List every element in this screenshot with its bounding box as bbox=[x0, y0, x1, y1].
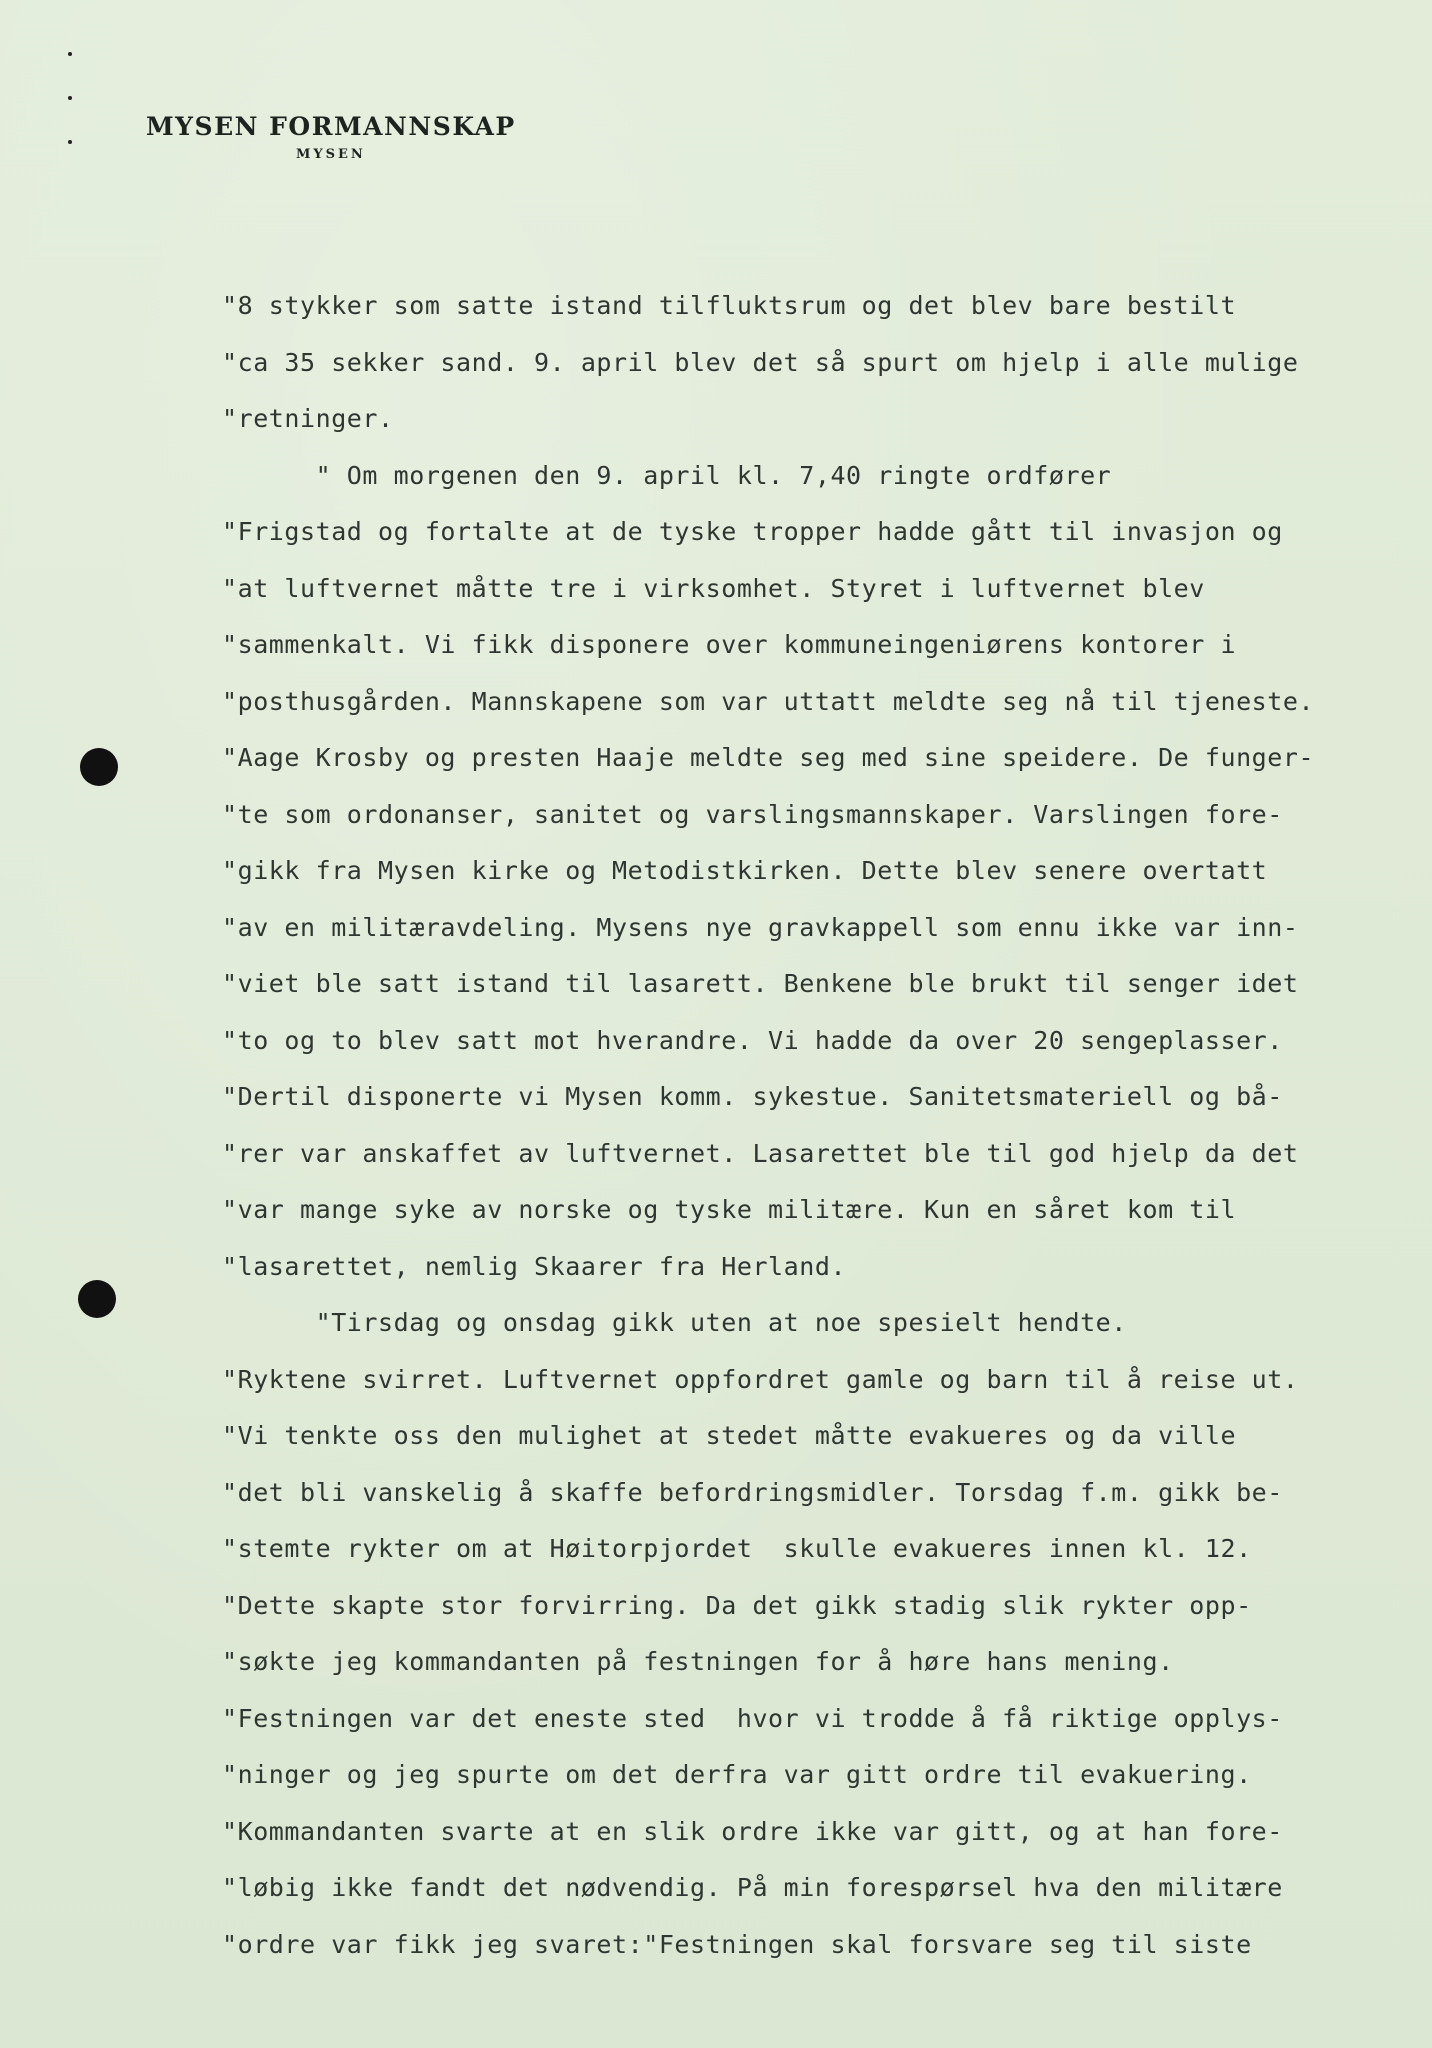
edge-mark bbox=[68, 52, 72, 56]
edge-mark bbox=[68, 140, 72, 144]
typed-body-text bbox=[222, 278, 1402, 1973]
text-line: " Om morgenen den 9. april kl. 7,40 ringte ordfører bbox=[222, 460, 1112, 490]
text-line: "søkte jeg kommandanten på festningen for å høre hans mening. bbox=[222, 1647, 1174, 1676]
letterhead-organization: MYSEN FORMANNSKAP bbox=[146, 112, 516, 141]
text-line: "Aage Krosby og presten Haaje meldte seg med sine speidere. De funger- bbox=[222, 743, 1315, 772]
punch-hole-icon bbox=[80, 748, 118, 786]
text-line: "rer var anskaffet av luftvernet. Lasarettet ble til god hjelp da det bbox=[222, 1138, 1299, 1168]
text-line: "Tirsdag og onsdag gikk uten at noe spesielt hendte. bbox=[222, 1308, 1127, 1337]
text-line: "Kommandanten svarte at en slik ordre ikke var gitt, og at han fore- bbox=[222, 1816, 1283, 1846]
text-line: "lasarettet, nemlig Skaarer fra Herland. bbox=[222, 1251, 847, 1281]
text-line: "stemte rykter om at Høitorpjordet skulle evakueres innen kl. 12. bbox=[222, 1534, 1252, 1563]
text-line: "to og to blev satt mot hverandre. Vi hadde da over 20 sengeplasser. bbox=[222, 1025, 1283, 1055]
text-line: "Frigstad og fortalte at de tyske tropper hadde gått til invasjon og bbox=[222, 517, 1283, 546]
text-line: "gikk fra Mysen kirke og Metodistkirken. Dette blev senere overtatt bbox=[222, 856, 1268, 885]
text-line: "Dette skapte stor forvirring. Da det gikk stadig slik rykter opp- bbox=[222, 1590, 1252, 1620]
text-line: "ninger og jeg spurte om det derfra var gitt ordre til evakuering. bbox=[222, 1760, 1252, 1789]
text-line: "retninger. bbox=[222, 404, 394, 433]
text-line: "sammenkalt. Vi fikk disponere over kommuneingeniørens kontorer i bbox=[222, 630, 1237, 659]
text-line: "viet ble satt istand til lasarett. Benkene ble brukt til senger idet bbox=[222, 969, 1299, 998]
text-line: "løbig ikke fandt det nødvendig. På min forespørsel hva den militære bbox=[222, 1873, 1283, 1902]
text-line: "at luftvernet måtte tre i virksomhet. Styret i luftvernet blev bbox=[222, 573, 1205, 603]
letterhead-place: MYSEN bbox=[295, 147, 366, 162]
text-line: "posthusgården. Mannskapene som var uttatt meldte seg nå til tjeneste. bbox=[222, 686, 1315, 716]
text-line: "ca 35 sekker sand. 9. april blev det så spurt om hjelp i alle mulige bbox=[222, 347, 1299, 377]
text-line: "8 stykker som satte istand tilfluktsrum og det blev bare bestilt bbox=[222, 291, 1237, 320]
letterhead bbox=[146, 112, 516, 162]
text-line: "Vi tenkte oss den mulighet at stedet måtte evakueres og da ville bbox=[222, 1421, 1237, 1450]
text-line: "Festningen var det eneste sted hvor vi trodde å få riktige opplys- bbox=[222, 1703, 1283, 1733]
text-line: "te som ordonanser, sanitet og varslingsmannskaper. Varslingen fore- bbox=[222, 799, 1283, 829]
text-line: "det bli vanskelig å skaffe befordringsmidler. Torsdag f.m. gikk be- bbox=[222, 1477, 1283, 1507]
edge-marks bbox=[68, 52, 80, 184]
text-line: "Ryktene svirret. Luftvernet oppfordret gamle og barn til å reise ut. bbox=[222, 1364, 1299, 1394]
edge-mark bbox=[68, 96, 72, 100]
text-line: "ordre var fikk jeg svaret:"Festningen skal forsvare seg til siste bbox=[222, 1929, 1252, 1959]
punch-hole-icon bbox=[78, 1280, 116, 1318]
text-line: "var mange syke av norske og tyske militære. Kun en såret kom til bbox=[222, 1195, 1237, 1224]
text-line: "Dertil disponerte vi Mysen komm. sykestue. Sanitetsmateriell og bå- bbox=[222, 1082, 1283, 1111]
text-line: "av en militæravdeling. Mysens nye gravkappell som ennu ikke var inn- bbox=[222, 912, 1299, 942]
